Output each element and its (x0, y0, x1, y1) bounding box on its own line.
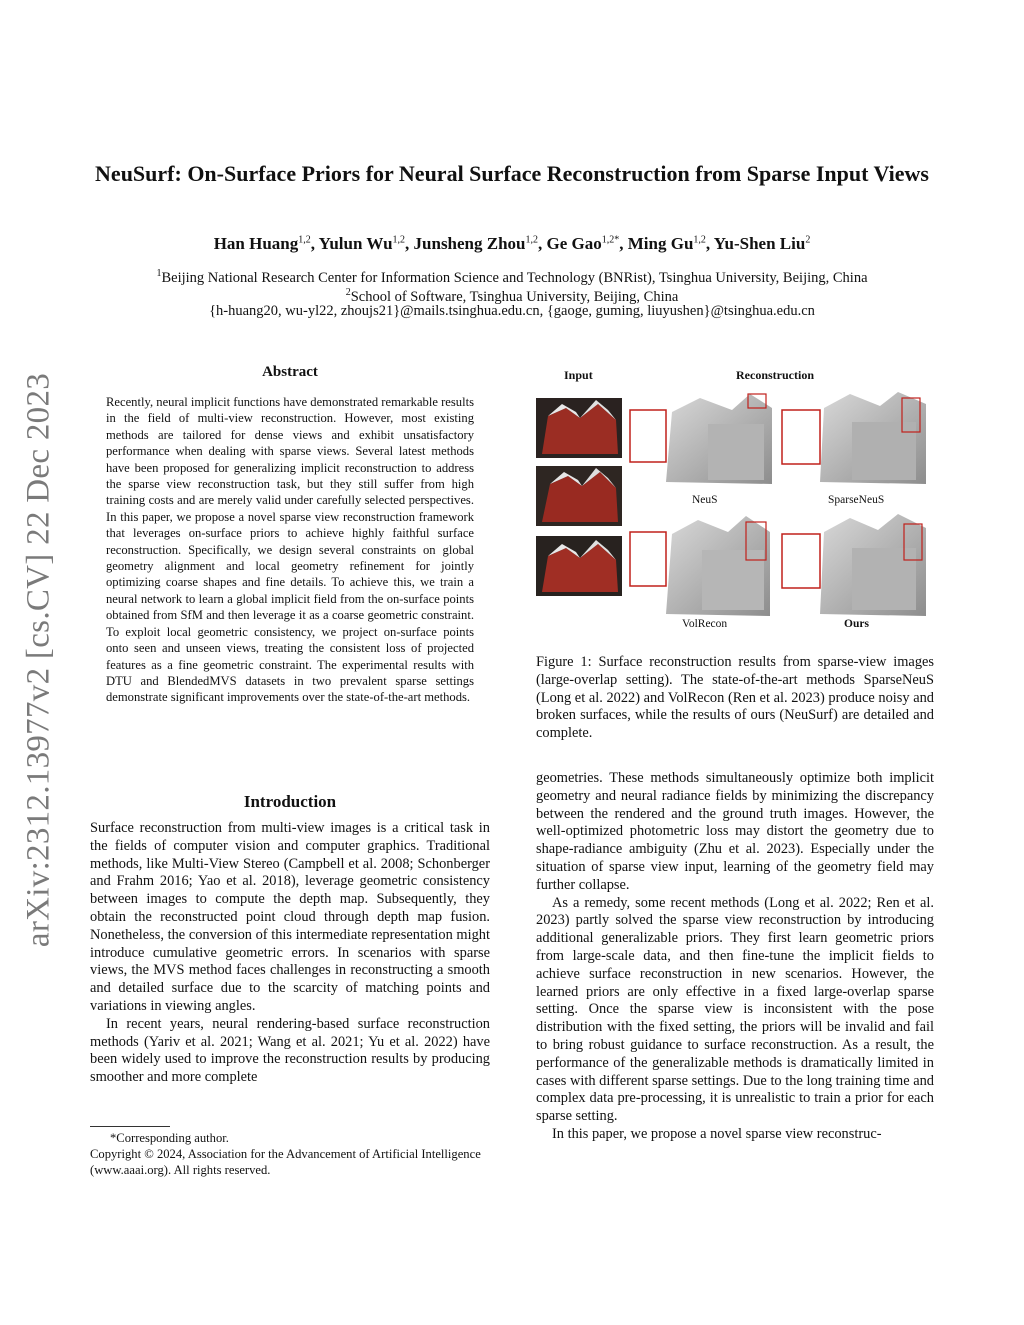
author: Yulun Wu (318, 234, 393, 253)
author: Junsheng Zhou (413, 234, 526, 253)
paragraph: Surface reconstruction from multi-view images is a critical task in the fields of computer vision and computer graphics. Traditional methods, like Multi-View Stereo (Campbell et al. 2008; Schonberger and Frahm 2016; Yao et al. 2018), leverage geometric consistency between images to compute the depth map. Subsequently, they obtain the reconstructed point cloud through depth map fusion. Nonetheless, the conversion of this intermediate representation might introduce cumulative geometric errors. In scenarios with sparse views, the MVS method faces challenges in reconstructing a smooth and detailed surface due to the scarcity of matching points and variations in viewing angles. (90, 820, 490, 1014)
paper-title: NeuSurf: On-Surface Priors for Neural Surface Reconstruction from Sparse Input Views (95, 161, 929, 186)
footnotes (90, 1130, 490, 1178)
label-neus: NeuS (692, 494, 718, 506)
input-image-3 (536, 536, 622, 596)
copyright-note: Copyright © 2024, Association for the Advancement of Artificial Intelligence (www.aaai.org). All rights reserved. (90, 1147, 481, 1177)
ours-reconstruction (782, 514, 926, 616)
author: Yu-Shen Liu (713, 234, 806, 253)
figure-column-input: Input (564, 368, 593, 382)
author-emails: {h-huang20, wu-yl22, zhoujs21}@mails.tsinghua.edu.cn, {gaoge, guming, liuyushen}@tsinghua.edu.cn (209, 303, 815, 319)
corresponding-author-note: *Corresponding author. (110, 1131, 229, 1145)
introduction-heading: Introduction (243, 792, 337, 811)
input-image-1 (536, 398, 622, 458)
volrecon-reconstruction (630, 516, 770, 616)
author: Han Huang (213, 234, 299, 253)
arxiv-stamp: arXiv:2312.13977v2 [cs.CV] 22 Dec 2023 (20, 372, 57, 948)
neus-reconstruction (630, 394, 772, 484)
input-image-2 (536, 466, 622, 526)
footnote-rule (90, 1126, 170, 1127)
paragraph: In this paper, we propose a novel sparse view reconstruc- (552, 1125, 882, 1142)
paragraph: geometries. These methods simultaneously optimize both implicit geometry and neural radiance fields by minimizing the discrepancy between the rendered and the ground truth images. However, the well-optimized photometric loss may distort the geometry due to shape-radiance ambiguity (Zhu et al. 2023). Especially under the situation of sparse view input, learning of the geometry field may further collapse. (536, 770, 934, 893)
right-column-body (536, 770, 934, 1144)
sparseneus-reconstruction (782, 392, 926, 484)
abstract-text: Recently, neural implicit functions have demonstrated remarkable results in the field of multi-view reconstruction. However, most existing methods are tailored for dense views and exhibit unsatisfactory performance when dealing with sparse views. Several latest methods have been proposed for generalizing implicit reconstruction to address the sparse view reconstruction task, but they still suffer from high training costs and are merely valid under carefully selected perspectives. In this paper, we propose a novel sparse view reconstruction framework that leverages on-surface priors to achieve highly faithful surface reconstruction. Specifically, we design several constraints on global geometry alignment and local geometry refinement for jointly optimizing coarse shapes and fine details. To achieve this, we train a neural network to learn a global implicit field from the on-surface points obtained from SfM and then leverage it as a coarse geometric constraint. To exploit local geometric consistency, we project on-surface points onto seen and unseen views, treating the consistent loss of projected features as a fine geometric constraint. The experimental results with DTU and BlendedMVS datasets in two prevalent sparse settings demonstrate significant improvements over the state-of-the-art methods. (106, 395, 474, 705)
figure-1-caption: Figure 1: Surface reconstruction results from sparse-view images (large-overlap setting). The state-of-the-art methods SparseNeuS (Long et al. 2022) and VolRecon (Ren et al. 2023) produce noisy and broken surfaces, while the results of ours (NeuSurf) are detailed and complete. (536, 654, 934, 742)
abstract-heading: Abstract (262, 364, 318, 380)
label-sparseneus: SparseNeuS (828, 494, 885, 506)
figure-1 (532, 364, 934, 634)
author: Ming Gu (627, 234, 694, 253)
author: Ge Gao (546, 234, 602, 253)
paragraph: In recent years, neural rendering-based surface reconstruction methods (Yariv et al. 2021; Wang et al. 2021; Yu et al. 2022) have been widely used to improve the reconstruction results by producing smoother and more complete (90, 1015, 490, 1086)
introduction-body (90, 820, 490, 1087)
figure-column-reconstruction: Reconstruction (736, 368, 814, 382)
author-list: Han Huang$^{1,2}$, Yulun Wu$^{1,2}$, Junsheng Zhou$^{1,2}$, Ge Gao$^{1,2*}$, Ming Gu$^{1,2}$, Yu-Shen Liu$^2$ (213, 234, 811, 253)
label-volrecon: VolRecon (682, 618, 728, 630)
paragraph: As a remedy, some recent methods (Long et al. 2022; Ren et al. 2023) partly solved the sparse view reconstruction by introducing additional generalizable priors. They first learn geometric priors from large-scale data, and then fine-tune the implicit fields to achieve surface reconstruction in new scenarios. However, the learned priors are only effective in a fixed large-overlap sparse setting. Once the sparse view is inconsistent with the pose distribution with the fixed setting, the priors will be invalid and fail to bring robust guidance to surface reconstruction. As a result, the performance of the generalizable methods is dramatically limited in cases with different sparse settings. Due to the long training time and complex data pre-processing, it is unrealistic to train a prior for each sparse setting. (536, 894, 934, 1125)
affiliation-1: $^1$Beijing National Research Center for Information Science and Technology (BNRist), Tsinghua University, Beijing, China (156, 268, 868, 286)
label-ours: Ours (844, 618, 869, 630)
affiliation-2: $^2$School of Software, Tsinghua University, Beijing, China (345, 287, 679, 305)
